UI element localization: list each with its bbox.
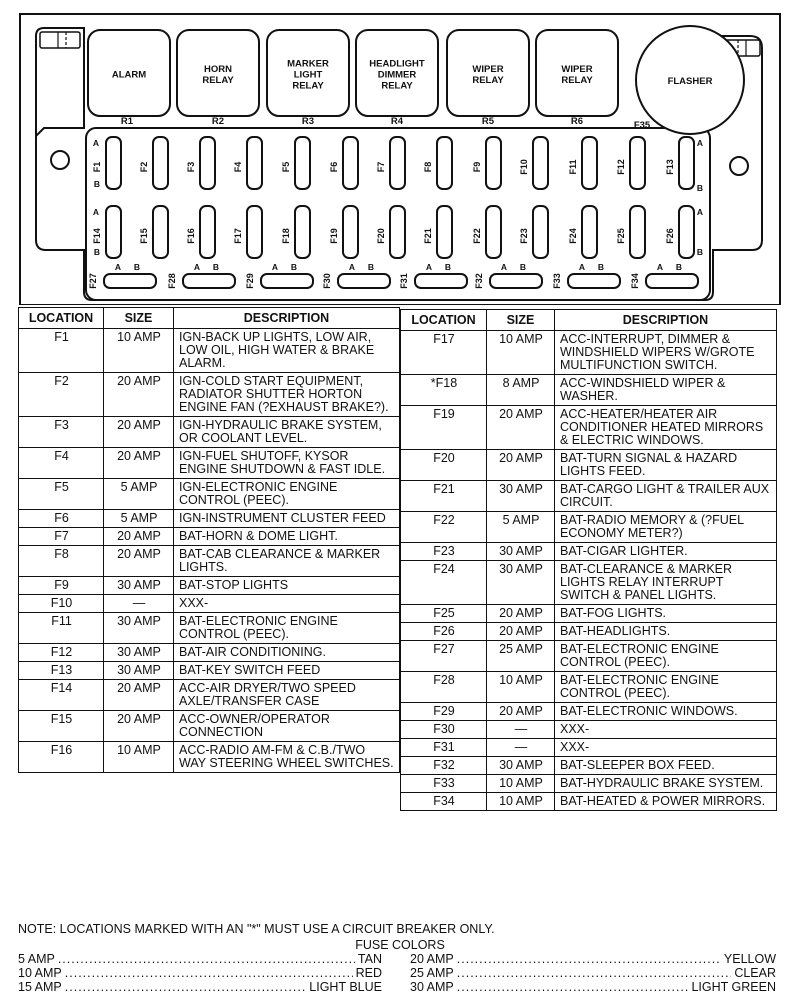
fuse-location: F26 bbox=[401, 623, 487, 641]
fuse-label: F18 bbox=[281, 228, 291, 244]
fuse-size: 5 AMP bbox=[104, 479, 174, 510]
fuse-location: F33 bbox=[401, 775, 487, 793]
table-row bbox=[401, 775, 777, 793]
fuse-size: 10 AMP bbox=[487, 775, 555, 793]
fuse-f24 bbox=[582, 206, 597, 258]
fuse-f12 bbox=[630, 137, 645, 189]
fuse-color-name: LIGHT BLUE bbox=[309, 980, 382, 994]
table-row bbox=[19, 613, 400, 644]
fuse-location: *F18 bbox=[401, 375, 487, 406]
fuse-f11 bbox=[582, 137, 597, 189]
fuse-label: F17 bbox=[233, 228, 243, 244]
table-row bbox=[19, 595, 400, 613]
fuse-color-amp: 5 AMP bbox=[18, 952, 55, 966]
fuse-size: 30 AMP bbox=[487, 481, 555, 512]
table-row bbox=[19, 680, 400, 711]
fuse-description: ACC-INTERRUPT, DIMMER & WINDSHIELD WIPERS W/GROTE MULTIFUNCTION SWITCH. bbox=[555, 331, 777, 375]
fuse-f32 bbox=[490, 274, 542, 288]
fuse-location: F16 bbox=[19, 742, 104, 773]
fuse-f28 bbox=[183, 274, 235, 288]
fuse-location: F22 bbox=[401, 512, 487, 543]
relay-id: R5 bbox=[481, 116, 495, 127]
fuse-table-left bbox=[18, 307, 400, 773]
fuse-description: BAT-ELECTRONIC ENGINE CONTROL (PEEC). bbox=[555, 641, 777, 672]
table-row bbox=[19, 711, 400, 742]
fuse-label: F21 bbox=[423, 228, 433, 244]
fuse-location: F31 bbox=[401, 739, 487, 757]
fuse-label: F6 bbox=[329, 161, 339, 173]
table-row bbox=[19, 479, 400, 510]
fuse-f17 bbox=[247, 206, 262, 258]
fuse-description: BAT-HEADLIGHTS. bbox=[555, 623, 777, 641]
fuse-size: 30 AMP bbox=[104, 662, 174, 680]
fuse-f13 bbox=[679, 137, 694, 189]
fuse-description: XXX- bbox=[555, 739, 777, 757]
fuse-size: 25 AMP bbox=[487, 641, 555, 672]
fuse-label: F32 bbox=[474, 273, 484, 289]
table-row bbox=[401, 641, 777, 672]
fuse-f22 bbox=[486, 206, 501, 258]
fuse-size: 20 AMP bbox=[104, 711, 174, 742]
fuse-color-name: CLEAR bbox=[734, 966, 776, 980]
fuse-description: ACC-WINDSHIELD WIPER & WASHER. bbox=[555, 375, 777, 406]
fuse-label: F4 bbox=[233, 161, 243, 173]
relay-label: HEADLIGHT DIMMER RELAY bbox=[369, 58, 425, 92]
fuse-color-name: RED bbox=[355, 966, 382, 980]
fuse-color-amp: 30 AMP bbox=[410, 980, 454, 994]
table-row bbox=[401, 331, 777, 375]
terminal-b-label: B bbox=[290, 262, 298, 272]
fuse-label: F29 bbox=[245, 273, 255, 289]
fuse-location: F3 bbox=[19, 417, 104, 448]
fuse-description: BAT-ELECTRONIC ENGINE CONTROL (PEEC). bbox=[555, 672, 777, 703]
fuse-location: F14 bbox=[19, 680, 104, 711]
fuse-label: F28 bbox=[167, 273, 177, 289]
table-row bbox=[401, 561, 777, 605]
fuse-label: F8 bbox=[423, 161, 433, 173]
fuse-colors-title: FUSE COLORS bbox=[355, 938, 445, 952]
leader-dots bbox=[65, 967, 353, 980]
fuse-location: F7 bbox=[19, 528, 104, 546]
fuse-size: 8 AMP bbox=[487, 375, 555, 406]
flasher-label: FLASHER bbox=[667, 76, 713, 87]
fuse-location: F24 bbox=[401, 561, 487, 605]
fuse-color-row bbox=[18, 953, 382, 966]
fuse-f15 bbox=[153, 206, 168, 258]
leader-dots bbox=[457, 953, 721, 966]
fuse-size: 30 AMP bbox=[104, 577, 174, 595]
fuse-f26 bbox=[679, 206, 694, 258]
fuse-f23 bbox=[533, 206, 548, 258]
fuse-label: F3 bbox=[186, 161, 196, 173]
terminal-b-label: B bbox=[133, 262, 141, 272]
fuse-location: F21 bbox=[401, 481, 487, 512]
fuse-f29 bbox=[261, 274, 313, 288]
table-row bbox=[401, 672, 777, 703]
fuse-label: F30 bbox=[322, 273, 332, 289]
table-row bbox=[19, 528, 400, 546]
fuse-size: 20 AMP bbox=[487, 623, 555, 641]
relay-label: HORN RELAY bbox=[202, 63, 234, 86]
table-row bbox=[19, 373, 400, 417]
fuse-label: F33 bbox=[552, 273, 562, 289]
fuse-description: IGN-HYDRAULIC BRAKE SYSTEM, OR COOLANT LEVEL. bbox=[174, 417, 400, 448]
leader-dots bbox=[58, 953, 355, 966]
circuit-breaker-note: NOTE: LOCATIONS MARKED WITH AN "*" MUST USE A CIRCUIT BREAKER ONLY. bbox=[18, 922, 495, 936]
table-row bbox=[401, 703, 777, 721]
fuse-description: IGN-FUEL SHUTOFF, KYSOR ENGINE SHUTDOWN & FAST IDLE. bbox=[174, 448, 400, 479]
fuse-label: F1 bbox=[92, 161, 102, 173]
fuse-f20 bbox=[390, 206, 405, 258]
table-row bbox=[19, 329, 400, 373]
table-row bbox=[401, 793, 777, 811]
fuse-description: BAT-CARGO LIGHT & TRAILER AUX CIRCUIT. bbox=[555, 481, 777, 512]
terminal-a-label: A bbox=[92, 138, 100, 148]
fuse-label: F2 bbox=[139, 161, 149, 173]
fuse-location: F19 bbox=[401, 406, 487, 450]
fuse-location: F2 bbox=[19, 373, 104, 417]
terminal-a-label: A bbox=[656, 262, 664, 272]
fuse-location: F30 bbox=[401, 721, 487, 739]
fuse-f5 bbox=[295, 137, 310, 189]
fuse-f30 bbox=[338, 274, 390, 288]
fuse-size: 30 AMP bbox=[487, 561, 555, 605]
fuse-description: IGN-ELECTRONIC ENGINE CONTROL (PEEC). bbox=[174, 479, 400, 510]
fuse-size: 20 AMP bbox=[487, 703, 555, 721]
fuse-label: F20 bbox=[376, 228, 386, 244]
fuse-label: F16 bbox=[186, 228, 196, 244]
fuse-description: BAT-CIGAR LIGHTER. bbox=[555, 543, 777, 561]
fuse-size: — bbox=[487, 739, 555, 757]
table-row bbox=[401, 739, 777, 757]
fuse-f2 bbox=[153, 137, 168, 189]
fuse-location: F1 bbox=[19, 329, 104, 373]
fuse-f4 bbox=[247, 137, 262, 189]
fuse-location: F17 bbox=[401, 331, 487, 375]
fuse-location: F28 bbox=[401, 672, 487, 703]
fuse-location: F25 bbox=[401, 605, 487, 623]
fuse-size: 5 AMP bbox=[487, 512, 555, 543]
terminal-b-label: B bbox=[93, 247, 101, 257]
fuse-size: 30 AMP bbox=[104, 613, 174, 644]
fuse-location: F23 bbox=[401, 543, 487, 561]
fuse-label: F14 bbox=[92, 228, 102, 244]
fuse-size: 20 AMP bbox=[104, 528, 174, 546]
fuse-description: ACC-AIR DRYER/TWO SPEED AXLE/TRANSFER CASE bbox=[174, 680, 400, 711]
fuse-color-row bbox=[410, 981, 776, 994]
fuse-location: F15 bbox=[19, 711, 104, 742]
terminal-a-label: A bbox=[500, 262, 508, 272]
fuse-location: F10 bbox=[19, 595, 104, 613]
table-row bbox=[401, 450, 777, 481]
terminal-a-label: A bbox=[193, 262, 201, 272]
fuse-label: F25 bbox=[616, 228, 626, 244]
leader-dots bbox=[457, 967, 732, 980]
fuse-size: 20 AMP bbox=[104, 546, 174, 577]
header-description: DESCRIPTION bbox=[555, 310, 777, 331]
table-row bbox=[19, 577, 400, 595]
fuse-size: 20 AMP bbox=[487, 605, 555, 623]
fuse-location: F6 bbox=[19, 510, 104, 528]
fuse-location: F29 bbox=[401, 703, 487, 721]
fuse-size: 20 AMP bbox=[104, 448, 174, 479]
fuse-location: F11 bbox=[19, 613, 104, 644]
fuse-table-right bbox=[400, 309, 777, 811]
table-row bbox=[401, 375, 777, 406]
fuse-description: ACC-HEATER/HEATER AIR CONDITIONER HEATED MIRRORS & ELECTRIC WINDOWS. bbox=[555, 406, 777, 450]
terminal-a-label: A bbox=[114, 262, 122, 272]
table-row bbox=[19, 546, 400, 577]
fuse-size: — bbox=[104, 595, 174, 613]
fuse-description: BAT-TURN SIGNAL & HAZARD LIGHTS FEED. bbox=[555, 450, 777, 481]
fuse-size: 20 AMP bbox=[104, 373, 174, 417]
relay-label: ALARM bbox=[111, 69, 147, 81]
table-row bbox=[401, 623, 777, 641]
table-row bbox=[401, 481, 777, 512]
fuse-description: IGN-COLD START EQUIPMENT, RADIATOR SHUTTER HORTON ENGINE FAN (?EXHAUST BRAKE?). bbox=[174, 373, 400, 417]
fuse-size: 30 AMP bbox=[487, 543, 555, 561]
fuse-description: BAT-SLEEPER BOX FEED. bbox=[555, 757, 777, 775]
fuse-description: BAT-CLEARANCE & MARKER LIGHTS RELAY INTERRUPT SWITCH & PANEL LIGHTS. bbox=[555, 561, 777, 605]
fuse-size: 10 AMP bbox=[487, 331, 555, 375]
relay-id: R1 bbox=[120, 116, 134, 127]
fuse-color-amp: 20 AMP bbox=[410, 952, 454, 966]
relay-id: R2 bbox=[211, 116, 225, 127]
fuse-label: F34 bbox=[630, 273, 640, 289]
fuse-f3 bbox=[200, 137, 215, 189]
relay-id: R3 bbox=[301, 116, 315, 127]
fuse-color-row bbox=[18, 981, 382, 994]
fuse-panel-diagram bbox=[0, 0, 800, 305]
fuse-size: 5 AMP bbox=[104, 510, 174, 528]
fuse-description: BAT-FOG LIGHTS. bbox=[555, 605, 777, 623]
fuse-description: BAT-AIR CONDITIONING. bbox=[174, 644, 400, 662]
fuse-label: F23 bbox=[519, 228, 529, 244]
fuse-label: F9 bbox=[472, 161, 482, 173]
fuse-label: F24 bbox=[568, 228, 578, 244]
table-row bbox=[19, 448, 400, 479]
fuse-size: 20 AMP bbox=[104, 417, 174, 448]
fuse-color-row bbox=[410, 967, 776, 980]
fuse-size: 10 AMP bbox=[104, 329, 174, 373]
fuse-size: 10 AMP bbox=[487, 672, 555, 703]
fuse-f9 bbox=[486, 137, 501, 189]
fuse-f27 bbox=[104, 274, 156, 288]
fuse-description: XXX- bbox=[555, 721, 777, 739]
terminal-a-label: A bbox=[696, 207, 704, 217]
fuse-color-name: YELLOW bbox=[723, 952, 776, 966]
fuse-f18 bbox=[295, 206, 310, 258]
fuse-size: 30 AMP bbox=[487, 757, 555, 775]
fuse-f14 bbox=[106, 206, 121, 258]
fuse-color-name: TAN bbox=[357, 952, 382, 966]
fuse-color-name: LIGHT GREEN bbox=[691, 980, 776, 994]
fuse-location: F34 bbox=[401, 793, 487, 811]
terminal-a-label: A bbox=[92, 207, 100, 217]
table-row bbox=[401, 512, 777, 543]
fuse-f19 bbox=[343, 206, 358, 258]
terminal-b-label: B bbox=[597, 262, 605, 272]
header-size: SIZE bbox=[104, 308, 174, 329]
fuse-color-amp: 15 AMP bbox=[18, 980, 62, 994]
fuse-description: BAT-KEY SWITCH FEED bbox=[174, 662, 400, 680]
fuse-location: F4 bbox=[19, 448, 104, 479]
fuse-color-amp: 10 AMP bbox=[18, 966, 62, 980]
fuse-f25 bbox=[630, 206, 645, 258]
fuse-location: F12 bbox=[19, 644, 104, 662]
fuse-color-row bbox=[410, 953, 776, 966]
fuse-f16 bbox=[200, 206, 215, 258]
fuse-description: XXX- bbox=[174, 595, 400, 613]
header-description: DESCRIPTION bbox=[174, 308, 400, 329]
terminal-a-label: A bbox=[348, 262, 356, 272]
relay-id: R4 bbox=[390, 116, 404, 127]
fuse-label: F19 bbox=[329, 228, 339, 244]
fuse-description: BAT-ELECTRONIC ENGINE CONTROL (PEEC). bbox=[174, 613, 400, 644]
terminal-a-label: A bbox=[425, 262, 433, 272]
fuse-label: F10 bbox=[519, 159, 529, 175]
fuse-size: — bbox=[487, 721, 555, 739]
table-row bbox=[401, 543, 777, 561]
table-row bbox=[19, 417, 400, 448]
relay-label: WIPER RELAY bbox=[561, 63, 593, 86]
header-location: LOCATION bbox=[401, 310, 487, 331]
fuse-size: 10 AMP bbox=[104, 742, 174, 773]
fuse-size: 20 AMP bbox=[104, 680, 174, 711]
terminal-b-label: B bbox=[444, 262, 452, 272]
fuse-size: 20 AMP bbox=[487, 450, 555, 481]
fuse-description: ACC-OWNER/OPERATOR CONNECTION bbox=[174, 711, 400, 742]
fuse-label: F22 bbox=[472, 228, 482, 244]
terminal-b-label: B bbox=[93, 179, 101, 189]
fuse-color-row bbox=[18, 967, 382, 980]
leader-dots bbox=[457, 981, 689, 994]
table-row bbox=[19, 510, 400, 528]
fuse-f31 bbox=[415, 274, 467, 288]
fuse-f8 bbox=[437, 137, 452, 189]
fuse-f34 bbox=[646, 274, 698, 288]
relay-id: R6 bbox=[570, 116, 584, 127]
header-size: SIZE bbox=[487, 310, 555, 331]
fuse-description: ACC-RADIO AM-FM & C.B./TWO WAY STEERING WHEEL SWITCHES. bbox=[174, 742, 400, 773]
terminal-b-label: B bbox=[212, 262, 220, 272]
fuse-f1 bbox=[106, 137, 121, 189]
fuse-label: F31 bbox=[399, 273, 409, 289]
fuse-location: F32 bbox=[401, 757, 487, 775]
fuse-description: BAT-ELECTRONIC WINDOWS. bbox=[555, 703, 777, 721]
fuse-label: F26 bbox=[665, 228, 675, 244]
fuse-f10 bbox=[533, 137, 548, 189]
fuse-label: F5 bbox=[281, 161, 291, 173]
terminal-b-label: B bbox=[696, 183, 704, 193]
flasher-id: F35 bbox=[633, 120, 651, 131]
fuse-label: F11 bbox=[568, 159, 578, 175]
fuse-description: IGN-BACK UP LIGHTS, LOW AIR, LOW OIL, HIGH WATER & BRAKE ALARM. bbox=[174, 329, 400, 373]
fuse-description: BAT-RADIO MEMORY & (?FUEL ECONOMY METER?) bbox=[555, 512, 777, 543]
fuse-description: BAT-HORN & DOME LIGHT. bbox=[174, 528, 400, 546]
fuse-f33 bbox=[568, 274, 620, 288]
terminal-b-label: B bbox=[696, 247, 704, 257]
fuse-description: IGN-INSTRUMENT CLUSTER FEED bbox=[174, 510, 400, 528]
fuse-description: BAT-HEATED & POWER MIRRORS. bbox=[555, 793, 777, 811]
fuse-f7 bbox=[390, 137, 405, 189]
terminal-b-label: B bbox=[519, 262, 527, 272]
fuse-color-amp: 25 AMP bbox=[410, 966, 454, 980]
fuse-size: 10 AMP bbox=[487, 793, 555, 811]
leader-dots bbox=[65, 981, 307, 994]
fuse-size: 30 AMP bbox=[104, 644, 174, 662]
fuse-location: F27 bbox=[401, 641, 487, 672]
fuse-description: BAT-STOP LIGHTS bbox=[174, 577, 400, 595]
fuse-label: F13 bbox=[665, 159, 675, 175]
fuse-location: F5 bbox=[19, 479, 104, 510]
fuse-label: F27 bbox=[88, 273, 98, 289]
terminal-b-label: B bbox=[675, 262, 683, 272]
table-row bbox=[401, 605, 777, 623]
fuse-size: 20 AMP bbox=[487, 406, 555, 450]
table-row bbox=[401, 406, 777, 450]
terminal-b-label: B bbox=[367, 262, 375, 272]
fuse-f6 bbox=[343, 137, 358, 189]
fuse-location: F8 bbox=[19, 546, 104, 577]
relay-label: MARKER LIGHT RELAY bbox=[287, 58, 329, 92]
table-row bbox=[401, 757, 777, 775]
fuse-location: F9 bbox=[19, 577, 104, 595]
fuse-label: F12 bbox=[616, 159, 626, 175]
terminal-a-label: A bbox=[271, 262, 279, 272]
terminal-a-label: A bbox=[696, 138, 704, 148]
relay-label: WIPER RELAY bbox=[472, 63, 504, 86]
table-row bbox=[401, 721, 777, 739]
table-row bbox=[19, 644, 400, 662]
fuse-label: F7 bbox=[376, 161, 386, 173]
terminal-a-label: A bbox=[578, 262, 586, 272]
fuse-f21 bbox=[437, 206, 452, 258]
fuse-location: F13 bbox=[19, 662, 104, 680]
table-row bbox=[19, 742, 400, 773]
table-row bbox=[19, 662, 400, 680]
fuse-description: BAT-CAB CLEARANCE & MARKER LIGHTS. bbox=[174, 546, 400, 577]
header-location: LOCATION bbox=[19, 308, 104, 329]
fuse-description: BAT-HYDRAULIC BRAKE SYSTEM. bbox=[555, 775, 777, 793]
fuse-location: F20 bbox=[401, 450, 487, 481]
fuse-label: F15 bbox=[139, 228, 149, 244]
